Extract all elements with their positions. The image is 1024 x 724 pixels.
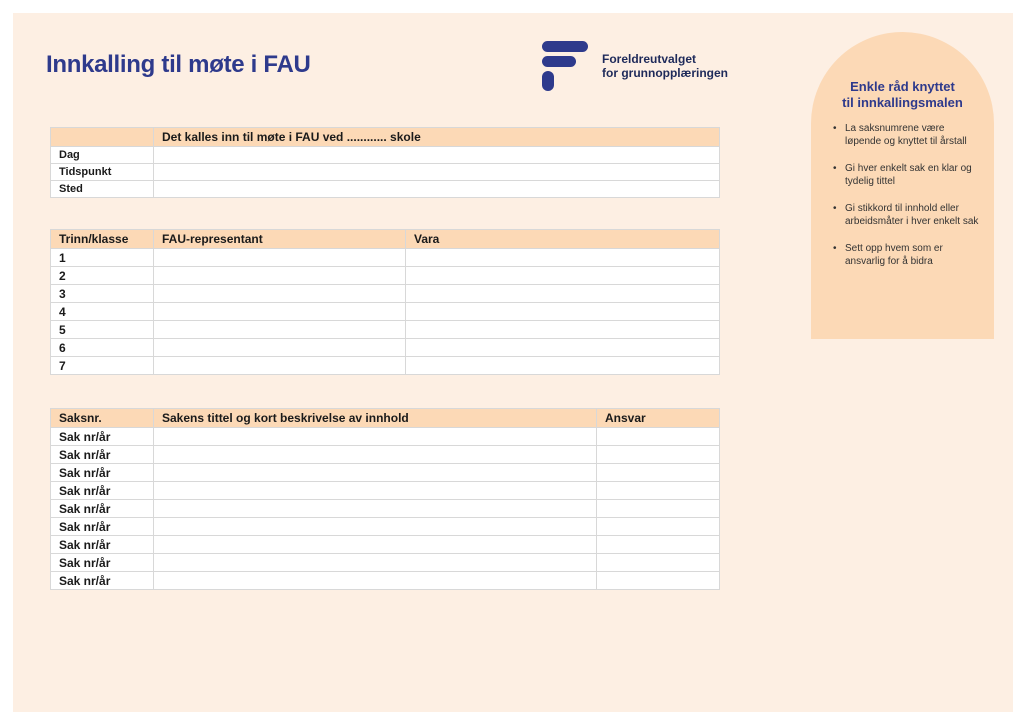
input-cell[interactable] xyxy=(406,303,720,321)
input-cell[interactable] xyxy=(154,536,597,554)
row-label: Sak nr/år xyxy=(51,536,154,554)
row-label: 4 xyxy=(51,303,154,321)
input-cell[interactable] xyxy=(154,181,720,198)
tips-title xyxy=(811,79,994,111)
input-cell[interactable] xyxy=(154,464,597,482)
tips-title-line-1: Enkle råd knyttet xyxy=(850,79,955,94)
row-label: 2 xyxy=(51,267,154,285)
column-header: Trinn/klasse xyxy=(51,230,154,249)
input-cell[interactable] xyxy=(406,249,720,267)
list-item xyxy=(833,202,983,228)
column-header: Sakens tittel og kort beskrivelse av innhold xyxy=(154,409,597,428)
row-label: 5 xyxy=(51,321,154,339)
list-item xyxy=(833,122,983,148)
row-label: Sak nr/år xyxy=(51,464,154,482)
input-cell[interactable] xyxy=(154,267,406,285)
input-cell[interactable] xyxy=(597,500,720,518)
input-cell[interactable] xyxy=(154,518,597,536)
table-row xyxy=(51,446,720,464)
table-row xyxy=(51,428,720,446)
fug-logo-icon xyxy=(540,41,590,93)
logo-line-2: for grunnopplæringen xyxy=(602,66,728,80)
page-title: Innkalling til møte i FAU xyxy=(46,51,311,78)
row-label: 3 xyxy=(51,285,154,303)
row-label: Dag xyxy=(51,147,154,164)
tip-text: Sett opp hvem som er ansvarlig for å bidra xyxy=(845,243,943,267)
column-header: Vara xyxy=(406,230,720,249)
input-cell[interactable] xyxy=(597,536,720,554)
row-label: Sak nr/år xyxy=(51,554,154,572)
row-label: 7 xyxy=(51,357,154,375)
bullet-icon: • xyxy=(833,163,837,174)
table-row xyxy=(51,249,720,267)
input-cell[interactable] xyxy=(154,446,597,464)
input-cell[interactable] xyxy=(154,164,720,181)
input-cell[interactable] xyxy=(597,518,720,536)
table-row xyxy=(51,482,720,500)
input-cell[interactable] xyxy=(406,357,720,375)
table-row xyxy=(51,164,720,181)
table-row xyxy=(51,321,720,339)
input-cell[interactable] xyxy=(406,285,720,303)
input-cell[interactable] xyxy=(154,357,406,375)
input-cell[interactable] xyxy=(597,446,720,464)
table-row xyxy=(51,554,720,572)
input-cell[interactable] xyxy=(154,554,597,572)
row-label: Tidspunkt xyxy=(51,164,154,181)
table-row xyxy=(51,147,720,164)
input-cell[interactable] xyxy=(154,249,406,267)
table-row xyxy=(51,339,720,357)
input-cell[interactable] xyxy=(154,482,597,500)
row-label: Sak nr/år xyxy=(51,428,154,446)
table-row xyxy=(51,181,720,198)
tip-text: La saksnumrene være løpende og knyttet til årstall xyxy=(845,123,967,147)
tips-title-line-2: til innkallingsmalen xyxy=(842,95,963,110)
bullet-icon: • xyxy=(833,123,837,134)
bullet-icon: • xyxy=(833,203,837,214)
input-cell[interactable] xyxy=(406,321,720,339)
input-cell[interactable] xyxy=(597,428,720,446)
tips-list xyxy=(833,122,983,282)
table-row xyxy=(51,518,720,536)
tip-text: Gi stikkord til innhold eller arbeidsmåter i hver enkelt sak xyxy=(845,203,979,227)
input-cell[interactable] xyxy=(597,554,720,572)
table-row xyxy=(51,285,720,303)
row-label: Sak nr/år xyxy=(51,446,154,464)
input-cell[interactable] xyxy=(154,303,406,321)
input-cell[interactable] xyxy=(597,572,720,590)
input-cell[interactable] xyxy=(597,482,720,500)
row-label: Sak nr/år xyxy=(51,572,154,590)
row-label: 1 xyxy=(51,249,154,267)
row-label: 6 xyxy=(51,339,154,357)
input-cell[interactable] xyxy=(406,339,720,357)
meeting-info-table xyxy=(50,127,720,198)
table-row xyxy=(51,572,720,590)
row-label: Sak nr/år xyxy=(51,500,154,518)
input-cell[interactable] xyxy=(154,428,597,446)
table-row xyxy=(51,357,720,375)
input-cell[interactable] xyxy=(154,321,406,339)
row-label: Sak nr/år xyxy=(51,482,154,500)
column-header: FAU-representant xyxy=(154,230,406,249)
input-cell[interactable] xyxy=(154,339,406,357)
input-cell[interactable] xyxy=(597,464,720,482)
list-item xyxy=(833,242,983,268)
input-cell[interactable] xyxy=(154,285,406,303)
tips-panel xyxy=(811,32,994,339)
table-row xyxy=(51,267,720,285)
column-header: Saksnr. xyxy=(51,409,154,428)
row-label: Sak nr/år xyxy=(51,518,154,536)
agenda-table xyxy=(50,408,720,590)
logo-line-1: Foreldreutvalget xyxy=(602,52,697,66)
table-row xyxy=(51,303,720,321)
input-cell[interactable] xyxy=(154,147,720,164)
table-row xyxy=(51,500,720,518)
list-item xyxy=(833,162,983,188)
column-header: Ansvar xyxy=(597,409,720,428)
table-row xyxy=(51,536,720,554)
table-header-blank xyxy=(51,128,154,147)
logo-text xyxy=(602,52,728,80)
row-label: Sted xyxy=(51,181,154,198)
bullet-icon: • xyxy=(833,243,837,254)
input-cell[interactable] xyxy=(154,500,597,518)
input-cell[interactable] xyxy=(154,572,597,590)
class-representatives-table xyxy=(50,229,720,375)
input-cell[interactable] xyxy=(406,267,720,285)
meeting-header: Det kalles inn til møte i FAU ved ............ skole xyxy=(154,128,720,147)
tip-text: Gi hver enkelt sak en klar og tydelig tittel xyxy=(845,163,972,187)
table-row xyxy=(51,464,720,482)
